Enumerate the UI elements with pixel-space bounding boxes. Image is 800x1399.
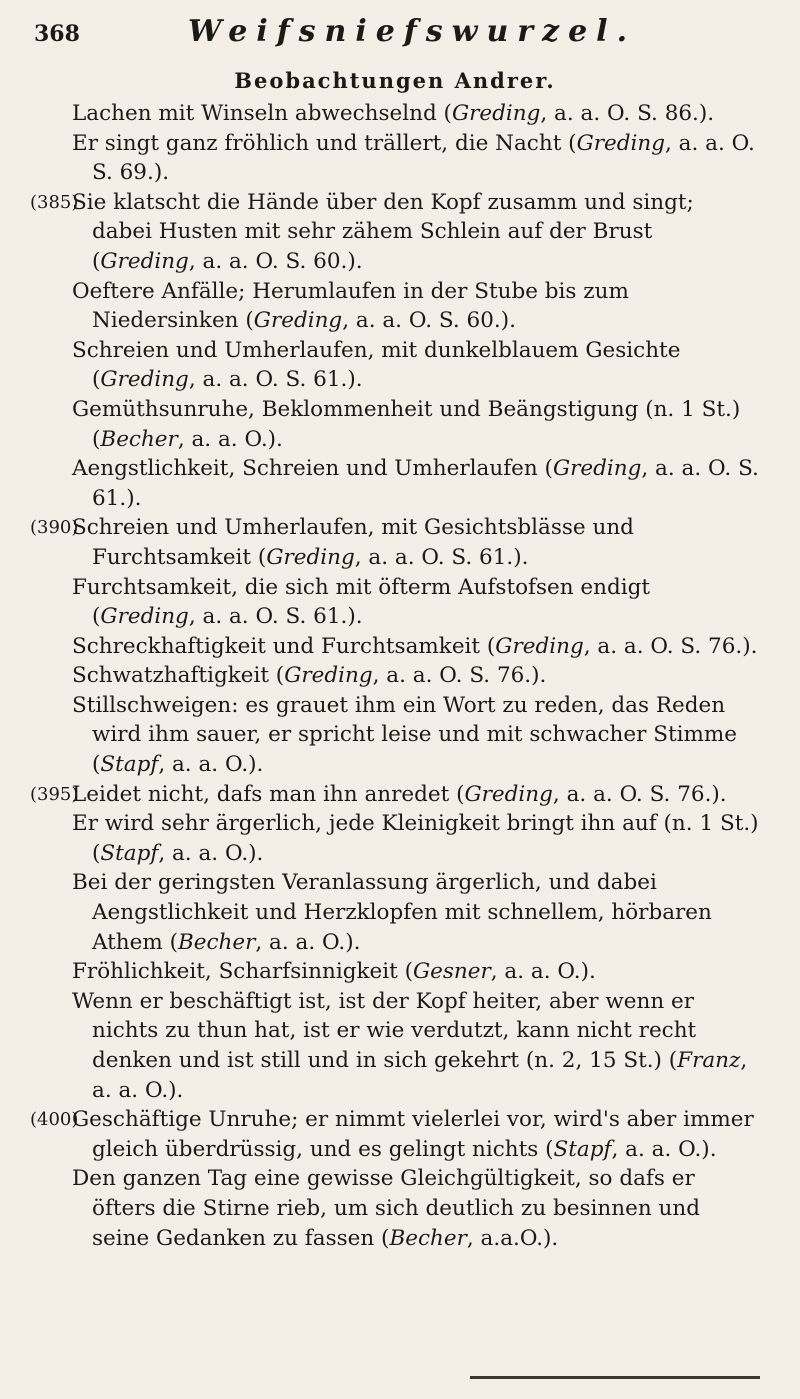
entry-citation: , a. a. O. S. 60.). xyxy=(188,248,363,274)
entry-text: Schreien und Umherlaufen, mit dunkelblauem Gesichte ( xyxy=(72,337,681,393)
entry-citation: , a. a. O.). xyxy=(158,840,264,866)
entry-citation: , a. a. O. S. 60.). xyxy=(342,308,516,334)
entry-text: Wenn er beschäftigt ist, ist der Kopf heiter, aber wenn er nichts zu thun hat, ist er wie verdutzt, kann nicht recht denken und ist still und in sich gekehrt (n. 2, 15 St.) ( xyxy=(72,988,697,1073)
entry-author: Greding xyxy=(284,663,373,689)
entry-citation: , a. a. O. S. 76.). xyxy=(372,663,547,689)
list-item xyxy=(30,780,760,810)
entry-text: Oeftere Anfälle; Herumlaufen in der Stube bis zum Niedersinken ( xyxy=(72,278,629,334)
entry-citation: , a.a.O.). xyxy=(466,1225,559,1251)
entry-number: (390) xyxy=(30,517,79,539)
entry-list xyxy=(30,99,760,1253)
entry-citation: , a. a. O. S. 76.). xyxy=(552,781,727,807)
entry-text: Lachen mit Winseln abwechselnd ( xyxy=(72,101,452,126)
entry-number: (395) xyxy=(30,783,79,805)
entry-text: Leidet nicht, dafs man ihn anredet ( xyxy=(72,781,465,807)
list-item xyxy=(72,632,760,662)
page-number: 368 xyxy=(34,21,80,47)
list-item xyxy=(72,957,760,987)
entry-author: Greding xyxy=(100,367,189,393)
entry-text: Furchtsamkeit, die sich mit öfterm Aufstofsen endigt ( xyxy=(72,574,651,630)
entry-citation: , a. a. O. S. 86.). xyxy=(540,101,715,126)
list-item xyxy=(72,691,760,780)
entry-citation: , a. a. O. S. 61.). xyxy=(188,604,363,630)
list-item xyxy=(72,868,760,957)
entry-author: Becher xyxy=(177,929,256,955)
list-item xyxy=(72,395,760,454)
entry-author: Greding xyxy=(464,781,553,807)
list-item xyxy=(72,454,760,513)
entry-author: Stapf xyxy=(100,840,159,866)
entry-text: Schreien und Umherlaufen, mit Gesichtsblässe und Furchtsamkeit ( xyxy=(72,515,634,570)
entry-text: Er wird sehr ärgerlich, jede Kleinigkeit bringt ihn auf (n. 1 St.) ( xyxy=(72,811,759,866)
entry-author: Greding xyxy=(100,604,189,630)
entry-author: Greding xyxy=(266,544,355,570)
entry-text: Gemüthsunruhe, Beklommenheit und Beängstigung (n. 1 St.) ( xyxy=(72,396,741,452)
entry-author: Franz xyxy=(677,1048,741,1073)
entry-author: Greding xyxy=(576,130,665,156)
entry-citation: , a. a. O.). xyxy=(611,1136,717,1162)
list-item xyxy=(72,661,760,691)
entry-author: Becher xyxy=(389,1225,467,1251)
entry-citation: , a. a. O. S. 61.). xyxy=(92,456,759,511)
running-head xyxy=(30,14,760,64)
entry-text: Schwatzhaftigkeit ( xyxy=(72,663,285,689)
list-item xyxy=(72,1164,760,1253)
page-title: Weifsniefswurzel. xyxy=(188,14,637,49)
list-item xyxy=(30,513,760,572)
bottom-rule xyxy=(470,1376,760,1379)
list-item xyxy=(72,336,760,395)
list-item xyxy=(72,277,760,336)
list-item xyxy=(72,99,760,129)
entry-author: Greding xyxy=(552,456,642,482)
entry-author: Gesner xyxy=(412,959,491,985)
entry-citation: , a. a. O.). xyxy=(177,426,283,452)
entry-text: Aengstlichkeit, Schreien und Umherlaufen ( xyxy=(72,456,553,482)
list-item xyxy=(72,129,760,188)
list-item xyxy=(72,987,760,1105)
list-item xyxy=(30,1105,760,1164)
list-item xyxy=(30,188,760,277)
entry-text: Er singt ganz fröhlich und trällert, die Nacht ( xyxy=(72,130,577,156)
entry-text: Sie klatscht die Hände über den Kopf zusamm und singt; dabei Husten mit sehr zähem Schlein auf der Brust ( xyxy=(72,189,694,274)
entry-citation: , a. a. O. S. 69.). xyxy=(92,130,755,186)
entry-text: Geschäftige Unruhe; er nimmt vielerlei vor, wird's aber immer gleich überdrüssig, und es gelingt nichts ( xyxy=(72,1107,754,1162)
entry-text: Stillschweigen: es grauet ihm ein Wort zu reden, das Reden wird ihm sauer, er spricht leise und mit schwacher Stimme ( xyxy=(72,692,737,778)
entry-author: Greding xyxy=(451,101,541,126)
list-item xyxy=(72,573,760,632)
entry-citation: , a. a. O.). xyxy=(158,752,264,778)
entry-citation: , a. a. O.). xyxy=(255,929,361,955)
entry-author: Becher xyxy=(100,426,178,452)
entry-author: Greding xyxy=(253,308,343,334)
entry-citation: , a. a. O.). xyxy=(92,1048,748,1103)
entry-text: Fröhlichkeit, Scharfsinnigkeit ( xyxy=(72,959,413,985)
section-heading: Beobachtungen Andrer. xyxy=(234,68,556,93)
entry-citation: , a. a. O. S. 61.). xyxy=(354,544,529,570)
entry-author: Greding xyxy=(100,248,189,274)
entry-number: (385) xyxy=(30,191,79,213)
entry-text: Bei der geringsten Veranlassung ärgerlich, und dabei Aengstlichkeit und Herzklopfen mit schnellem, hörbaren Athem ( xyxy=(72,870,712,955)
entry-citation: , a. a. O. S. 76.). xyxy=(583,633,758,659)
entry-author: Greding xyxy=(495,633,584,659)
entry-citation: , a. a. O. S. 61.). xyxy=(188,367,363,393)
entry-text: Den ganzen Tag eine gewisse Gleichgültigkeit, so dafs er öfters die Stirne rieb, um sich deutlich zu besinnen und seine Gedanken zu fassen ( xyxy=(72,1166,700,1251)
entry-citation: , a. a. O.). xyxy=(490,959,596,985)
entry-text: Schreckhaftigkeit und Furchtsamkeit ( xyxy=(72,633,496,659)
entry-author: Stapf xyxy=(100,752,159,778)
list-item xyxy=(72,809,760,868)
entry-author: Stapf xyxy=(553,1136,612,1162)
entry-number: (400) xyxy=(30,1109,79,1131)
